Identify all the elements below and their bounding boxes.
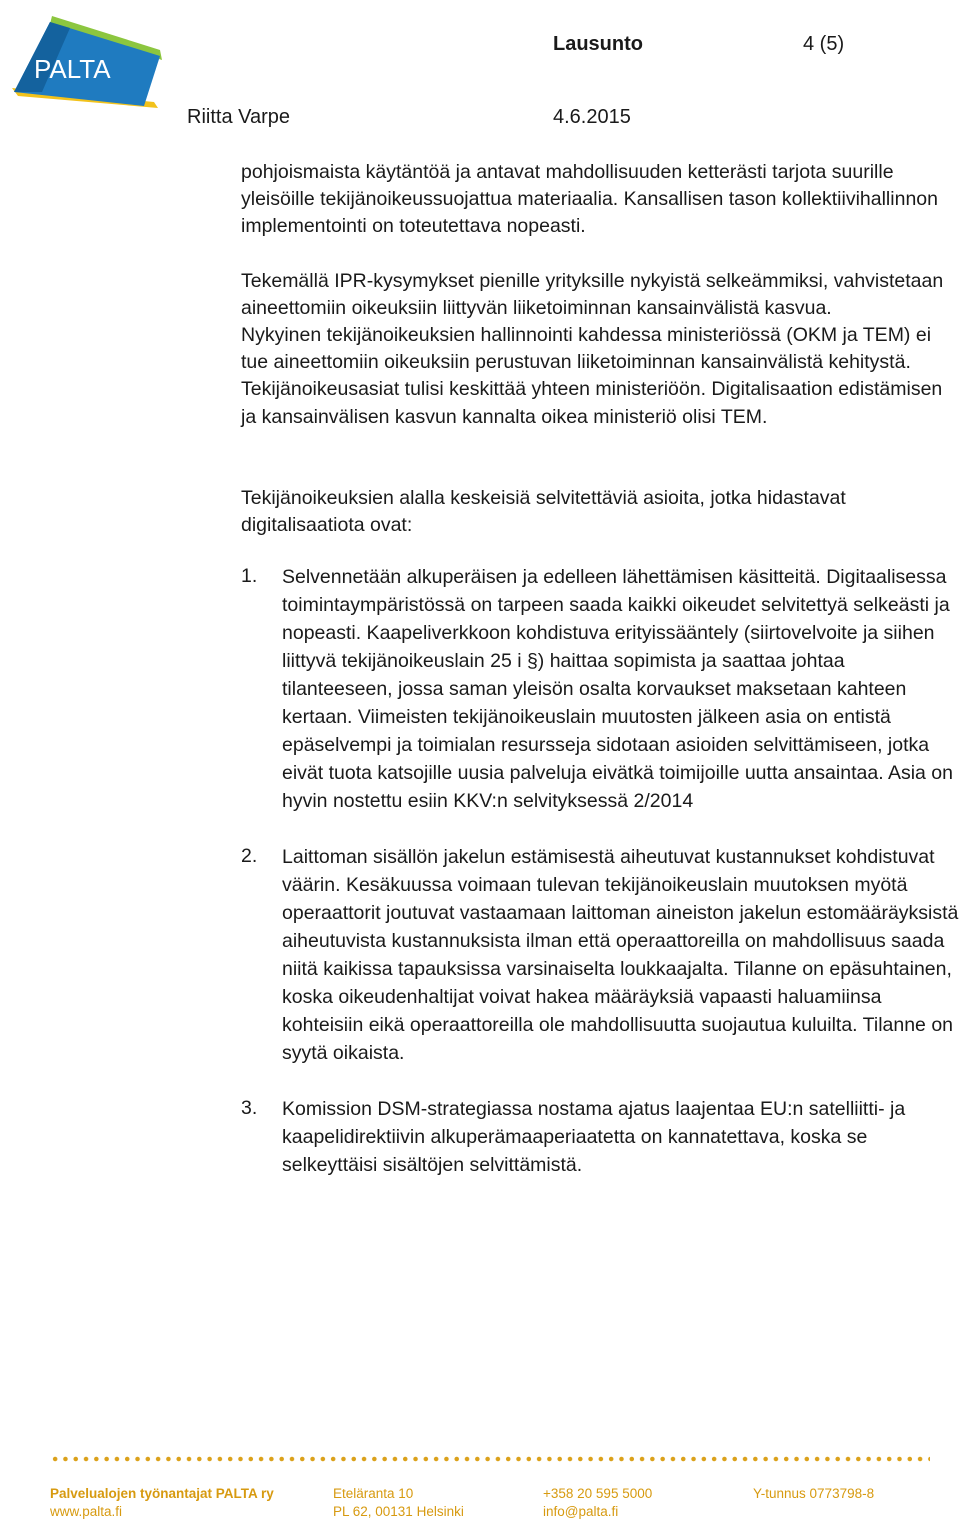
- logo-text: PALTA: [34, 54, 111, 84]
- list-number: 3.: [241, 1097, 258, 1120]
- paragraph: Nykyinen tekijänoikeuksien hallinnointi kahdessa ministeriössä (OKM ja TEM) ei tue aineettomiin oikeuksiin perustuvan liiketoiminnan kansainvälistä kehitystä. Tekijänoikeusasiat tulisi keskittää yhteen ministeriöön. Digitalisaation edistämisen ja kansainvälisen kasvun kannalta oikea ministeriö olisi TEM.: [241, 324, 943, 428]
- footer-divider: [50, 1456, 930, 1462]
- paragraph: Tekemällä IPR-kysymykset pienille yrityksille nykyistä selkeämmiksi, vahvistetaan aineettomiin oikeuksiin liittyvän liiketoiminnan kansainvälistä kasvua.: [241, 269, 944, 319]
- paragraph: pohjoismaista käytäntöä ja antavat mahdollisuuden ketterästi tarjota suurille yleisöille tekijänoikeussuojattua materiaalia. Kansallisen tason kollektiivihallinnon implementointi on toteutettava nopeasti.: [241, 161, 938, 238]
- list-item-text: Selvennetään alkuperäisen ja edelleen lähettämisen käsitteitä. Digitaalisessa toimintaympäristössä on tarpeen saada kaikki oikeudet selvitettyä selkeästi ja nopeasti. Kaapeliverkkoon kohdistuva erityissääntely (siirtovelvoite ja siihen liittyvä tekijänoikeuslain 25 i §) haittaa sopimista ja saattaa johtaa tilanteeseen, jossa saman yleisön osalta korvaukset maksetaan kahteen kertaan. Viimeisten tekijänoikeuslain muutosten jälkeen asia on entistä epäselvempi ja toimialan resursseja sidotaan asioiden selvittämiseen, jotka eivät tuota katsojille uusia palveluja eivätkä toimijoille uutta ansaintaa. Asia on hyvin nostettu esiin KKV:n selvityksessä 2/2014: [282, 566, 953, 813]
- footer-business-id: Y-tunnus 0773798-8: [753, 1486, 875, 1501]
- author-name: Riitta Varpe: [187, 106, 291, 128]
- footer-phone: +358 20 595 5000: [543, 1486, 653, 1501]
- list-item: [241, 563, 960, 815]
- list-item-text: Laittoman sisällön jakelun estämisestä aiheutuvat kustannukset kohdistuvat väärin. Kesäkuussa voimaan tulevan tekijänoikeuslain muutoksen myötä operaattorit joutuvat vastaamaan laittoman aineiston jakelun estomääräyksistä aiheutuvista kustannuksista ilman että operaattoreilla on mahdollisuus saada niitä kaikissa tapauksissa varsinaiselta loukkaajalta. Tilanne on epäsuhtainen, koska oikeudenhaltijat voivat hakea määräyksiä vapaasti haluamiinsa kohteisiin eikä operaattoreilla ole mahdollisuutta suojautua kuluilta. Tilanne on syytä oikaista.: [282, 846, 959, 1065]
- footer-street-address: Eteläranta 10: [333, 1486, 414, 1501]
- document-type: Lausunto: [553, 33, 643, 55]
- palta-logo: [12, 10, 162, 120]
- document-body: [241, 159, 960, 1179]
- numbered-list: [241, 563, 960, 1179]
- list-item-text: Komission DSM-strategiassa nostama ajatus laajentaa EU:n satelliitti- ja kaapelidirektiivin alkuperämaaperiaatetta on kannatettava, koska se selkeyttäisi sisältöjen selvittämistä.: [282, 1098, 906, 1177]
- footer-email-link[interactable]: info@palta.fi: [543, 1504, 619, 1519]
- footer-organization: Palvelualojen työnantajat PALTA ry: [50, 1486, 274, 1501]
- list-number: 2.: [241, 845, 258, 868]
- footer-postal-address: PL 62, 00131 Helsinki: [333, 1504, 464, 1519]
- list-item: [241, 1095, 960, 1179]
- list-item: [241, 843, 960, 1067]
- palta-logo-graphic: [12, 10, 162, 120]
- footer-website-link[interactable]: www.palta.fi: [50, 1504, 123, 1519]
- page-number: 4 (5): [803, 33, 845, 55]
- list-number: 1.: [241, 565, 258, 588]
- document-date: 4.6.2015: [553, 106, 631, 128]
- paragraph: Tekijänoikeuksien alalla keskeisiä selvitettäviä asioita, jotka hidastavat digitalisaatiota ovat:: [241, 486, 846, 537]
